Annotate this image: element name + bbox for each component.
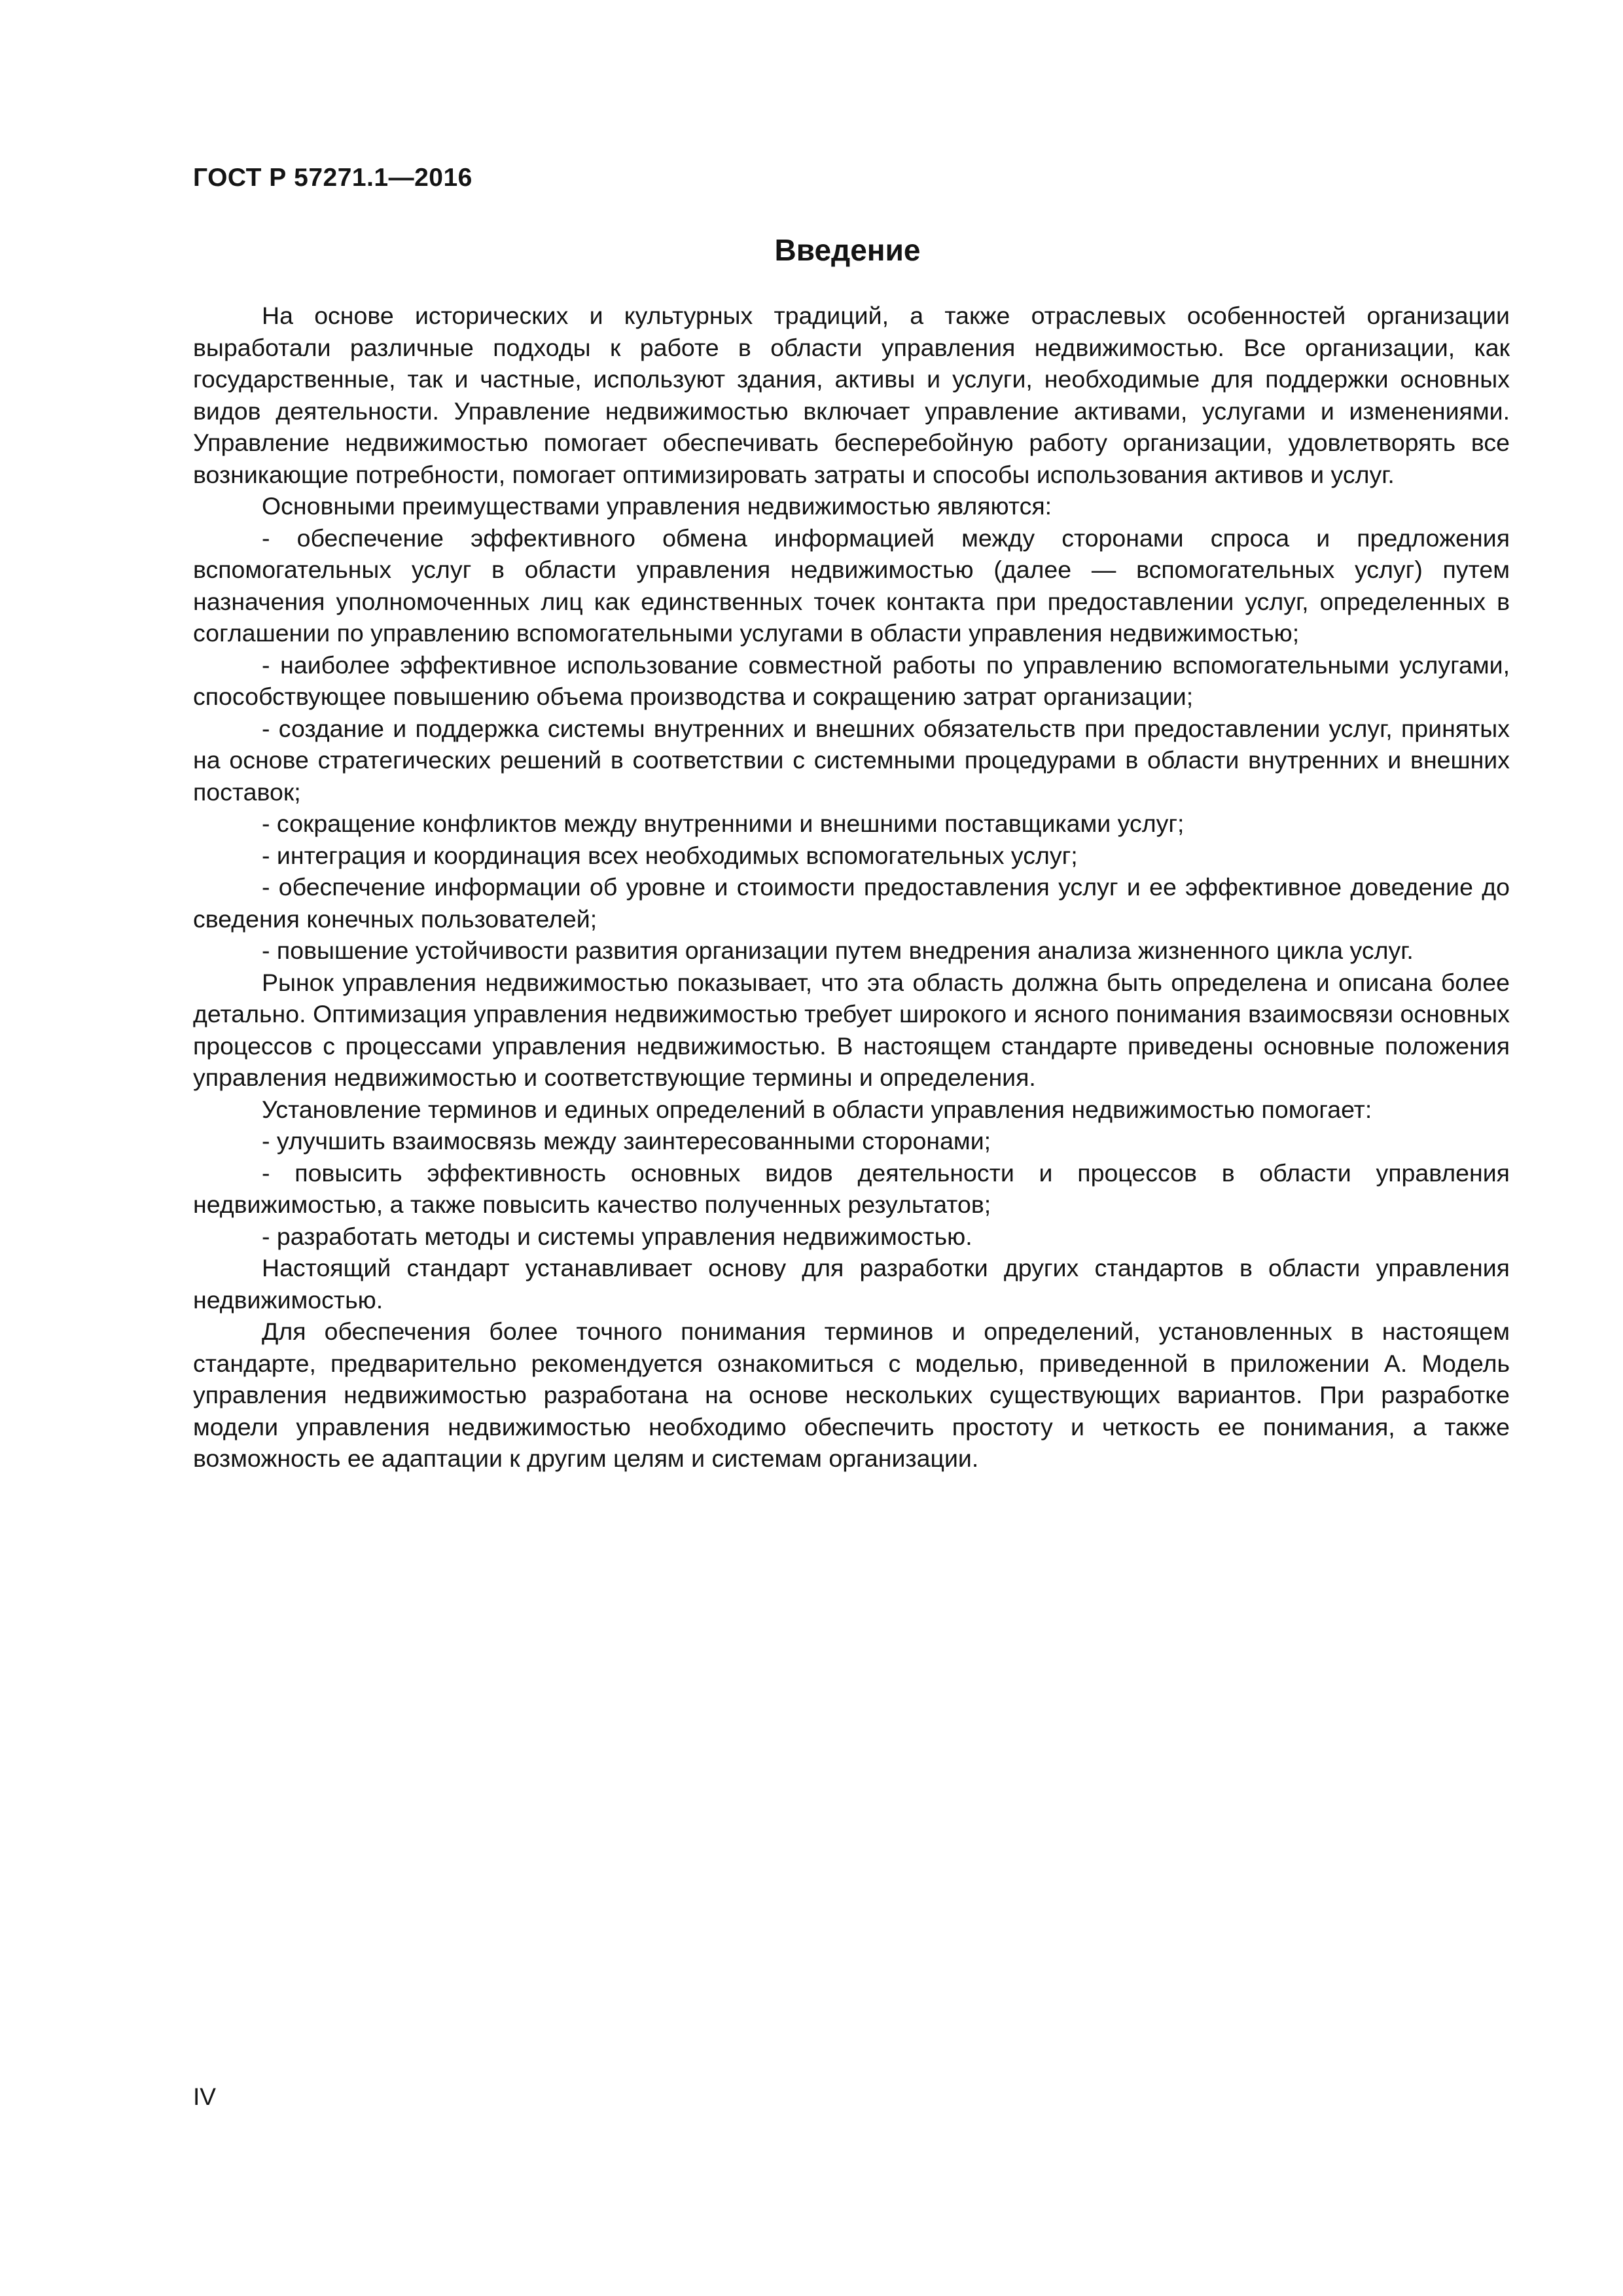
paragraph-terms-lead: Установление терминов и единых определений в области управления недвижимостью помогает: (262, 1095, 1372, 1123)
paragraph-standard-basis: Настоящий стандарт устанавливает основу для разработки других стандартов в области управления недвижимостью. (193, 1254, 1510, 1314)
list-item: - создание и поддержка системы внутренних и внешних обязательств при предоставлении услуг, принятых на основе стратегических решений в соответствии с системными процедурами в области внутренних и внешних поставок; (193, 714, 1510, 806)
list-item: - сокращение конфликтов между внутренними и внешними поставщиками услуг; (262, 810, 1185, 837)
paragraph-model: Для обеспечения более точного понимания терминов и определений, установленных в настоящем стандарте, предварительно рекомендуется ознакомиться с моделью, приведенной в приложении А. Модель управления недвижимостью разработана на основе нескольких существующих вариантов. При разработке модели управления недвижимостью необходимо обеспечить простоту и четкость ее понимания, а также возможность ее адаптации к другим целям и системам организации. (193, 1318, 1510, 1472)
list-item: - повышение устойчивости развития организации путем внедрения анализа жизненного цикла услуг. (262, 937, 1414, 964)
paragraph-benefits-lead: Основными преимуществами управления недвижимостью являются: (262, 492, 1052, 520)
list-item: - обеспечение информации об уровне и стоимости предоставления услуг и ее эффективное доведение до сведения конечных пользователей; (193, 873, 1510, 933)
list-item: - обеспечение эффективного обмена информацией между сторонами спроса и предложения вспомогательных услуг в области управления недвижимостью (далее — вспомогательных услуг) путем назначения уполномоченных лиц как единственных точек контакта при предоставлении услуг, определенных в соглашении по управлению вспомогательными услугами в области управления недвижимостью; (193, 524, 1510, 647)
document-code: ГОСТ Р 57271.1—2016 (193, 164, 473, 192)
list-item: - улучшить взаимосвязь между заинтересованными сторонами; (262, 1127, 991, 1155)
list-item: - интеграция и координация всех необходимых вспомогательных услуг; (262, 841, 1078, 869)
list-item: - наиболее эффективное использование совместной работы по управлению вспомогательными услугами, способствующее повышению объема производства и сокращению затрат организации; (193, 651, 1510, 710)
page-number: IV (193, 2083, 216, 2110)
list-item: - повысить эффективность основных видов деятельности и процессов в области управления недвижимостью, а также повысить качество полученных результатов; (193, 1158, 1510, 1218)
page-title: Введение (774, 233, 921, 267)
body-text (193, 300, 1510, 1475)
paragraph-intro: На основе исторических и культурных традиций, а также отраслевых особенностей организации выработали различные подходы к работе в области управления недвижимостью. Все организации, как государственные, так и частные, используют здания, активы и услуги, необходимые для поддержки основных видов деятельности. Управление недвижимостью включает управление активами, услугами и изменениями. Управление недвижимостью помогает обеспечивать бесперебойную работу организации, удовлетворять все возникающие потребности, помогает оптимизировать затраты и способы использования активов и услуг. (193, 302, 1510, 488)
list-item: - разработать методы и системы управления недвижимостью. (262, 1222, 972, 1250)
paragraph-market: Рынок управления недвижимостью показывает, что эта область должна быть определена и описана более детально. Оптимизация управления недвижимостью требует широкого и ясного понимания взаимосвязи основных процессов с процессами управления недвижимостью. В настоящем стандарте приведены основные положения управления недвижимостью и соответствующие термины и определения. (193, 968, 1510, 1091)
